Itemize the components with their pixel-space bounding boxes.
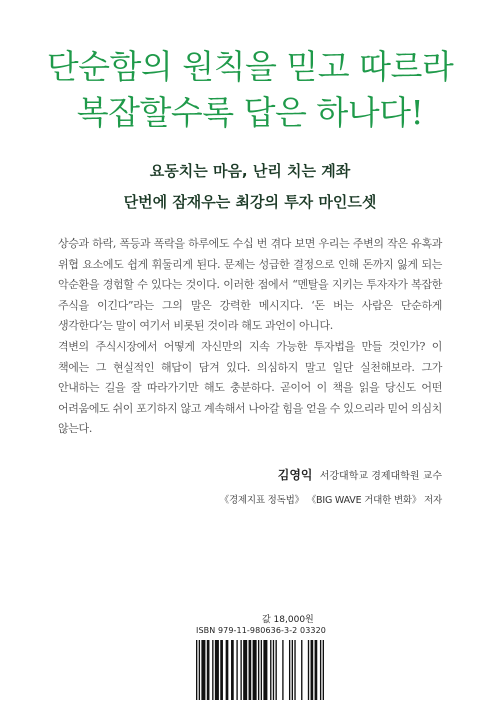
- subheadline-line-1: 요동치는 마음, 난리 치는 계좌: [149, 162, 351, 180]
- endorsement-paragraph-2: 격변의 주식시장에서 어떻게 자신만의 지속 가능한 투자법을 만들 것인가? 이 책에는 그 현실적인 해답이 담겨 있다. 의심하지 말고 일단 실천해보라. 그가 안내하는 길을 잘 따라가기만 해도 충분하다. 곧이어 이 책을 읽을 당신도 어떤 어려움에도 쉬이 포기하지 않고 계속해서 나아갈 힘을 얻을 수 있으리라 믿어 의심치 않는다.: [58, 339, 442, 436]
- barcode-bar: [263, 640, 267, 700]
- barcode-bar: [308, 640, 309, 700]
- barcode-bar: [215, 640, 219, 700]
- barcode-bar: [240, 640, 241, 700]
- barcode-bar: [207, 640, 210, 700]
- endorser-credit: [278, 466, 442, 483]
- barcode-bar: [311, 640, 314, 700]
- barcode-bar: [270, 640, 271, 700]
- barcode-bar: [320, 640, 321, 700]
- subheadline-line-2: 단번에 잠재우는 최강의 투자 마인드셋: [123, 193, 377, 211]
- endorser-works: 《경제지표 정독법》 《BIG WAVE 거대한 변화》 저자: [219, 495, 442, 506]
- barcode-bar: [301, 640, 302, 700]
- barcode-bar: [292, 640, 293, 700]
- barcode-bar: [289, 640, 290, 700]
- barcode-bar: [273, 640, 274, 700]
- endorsement-text: [58, 234, 442, 440]
- endorsement-paragraph-1: 상승과 하락, 폭등과 폭락을 하루에도 수십 번 겪다 보면 우리는 주변의 작은 유혹과 위협 요소에도 쉽게 휘둘리게 된다. 문제는 성급한 결정으로 인해 돈까지 잃게 되는 악순환을 경험할 수 있다는 것이다. 이러한 점에서 “멘탈을 지키는 투자자가 복잡한 주식을 이긴다”라는 그의 말은 강력한 메시지다. ‘돈 버는 사람은 단순하게 생각한다’는 말이 여기서 비롯된 것이라 해도 과언이 아니다.: [58, 237, 442, 333]
- barcode-bar: [315, 640, 318, 700]
- endorser-title: 서강대학교 경제대학원 교수: [319, 471, 442, 482]
- price-label: 값 18,000원: [262, 615, 314, 625]
- barcode-bar: [226, 640, 229, 700]
- headline-line-2: 복잡할수록 답은 하나다!: [76, 93, 424, 132]
- barcode-bar: [196, 640, 197, 700]
- isbn-label: ISBN 979-11-980636-3-2 03320: [196, 626, 326, 635]
- barcode-bar: [323, 640, 324, 700]
- barcode-bar: [294, 640, 295, 700]
- subheadline: [0, 156, 500, 218]
- barcode-bar: [282, 640, 283, 700]
- endorser-name: 김영익: [277, 468, 313, 482]
- barcode-bar: [275, 640, 276, 700]
- barcode-bar: [201, 640, 205, 700]
- barcode-bar: [261, 640, 262, 700]
- barcode-bar: [199, 640, 200, 700]
- barcode-bar: [231, 640, 234, 700]
- barcode-bar: [243, 640, 247, 700]
- barcode-bar: [212, 640, 213, 700]
- barcode-bar: [249, 640, 252, 700]
- headline-line-1: 단순함의 원칙을 믿고 따르라: [46, 47, 454, 86]
- barcode-bar: [236, 640, 237, 700]
- barcode-bar: [253, 640, 257, 700]
- barcode: [196, 640, 324, 700]
- headline: [0, 44, 500, 136]
- barcode-bar: [220, 640, 223, 700]
- barcode-bar: [258, 640, 259, 700]
